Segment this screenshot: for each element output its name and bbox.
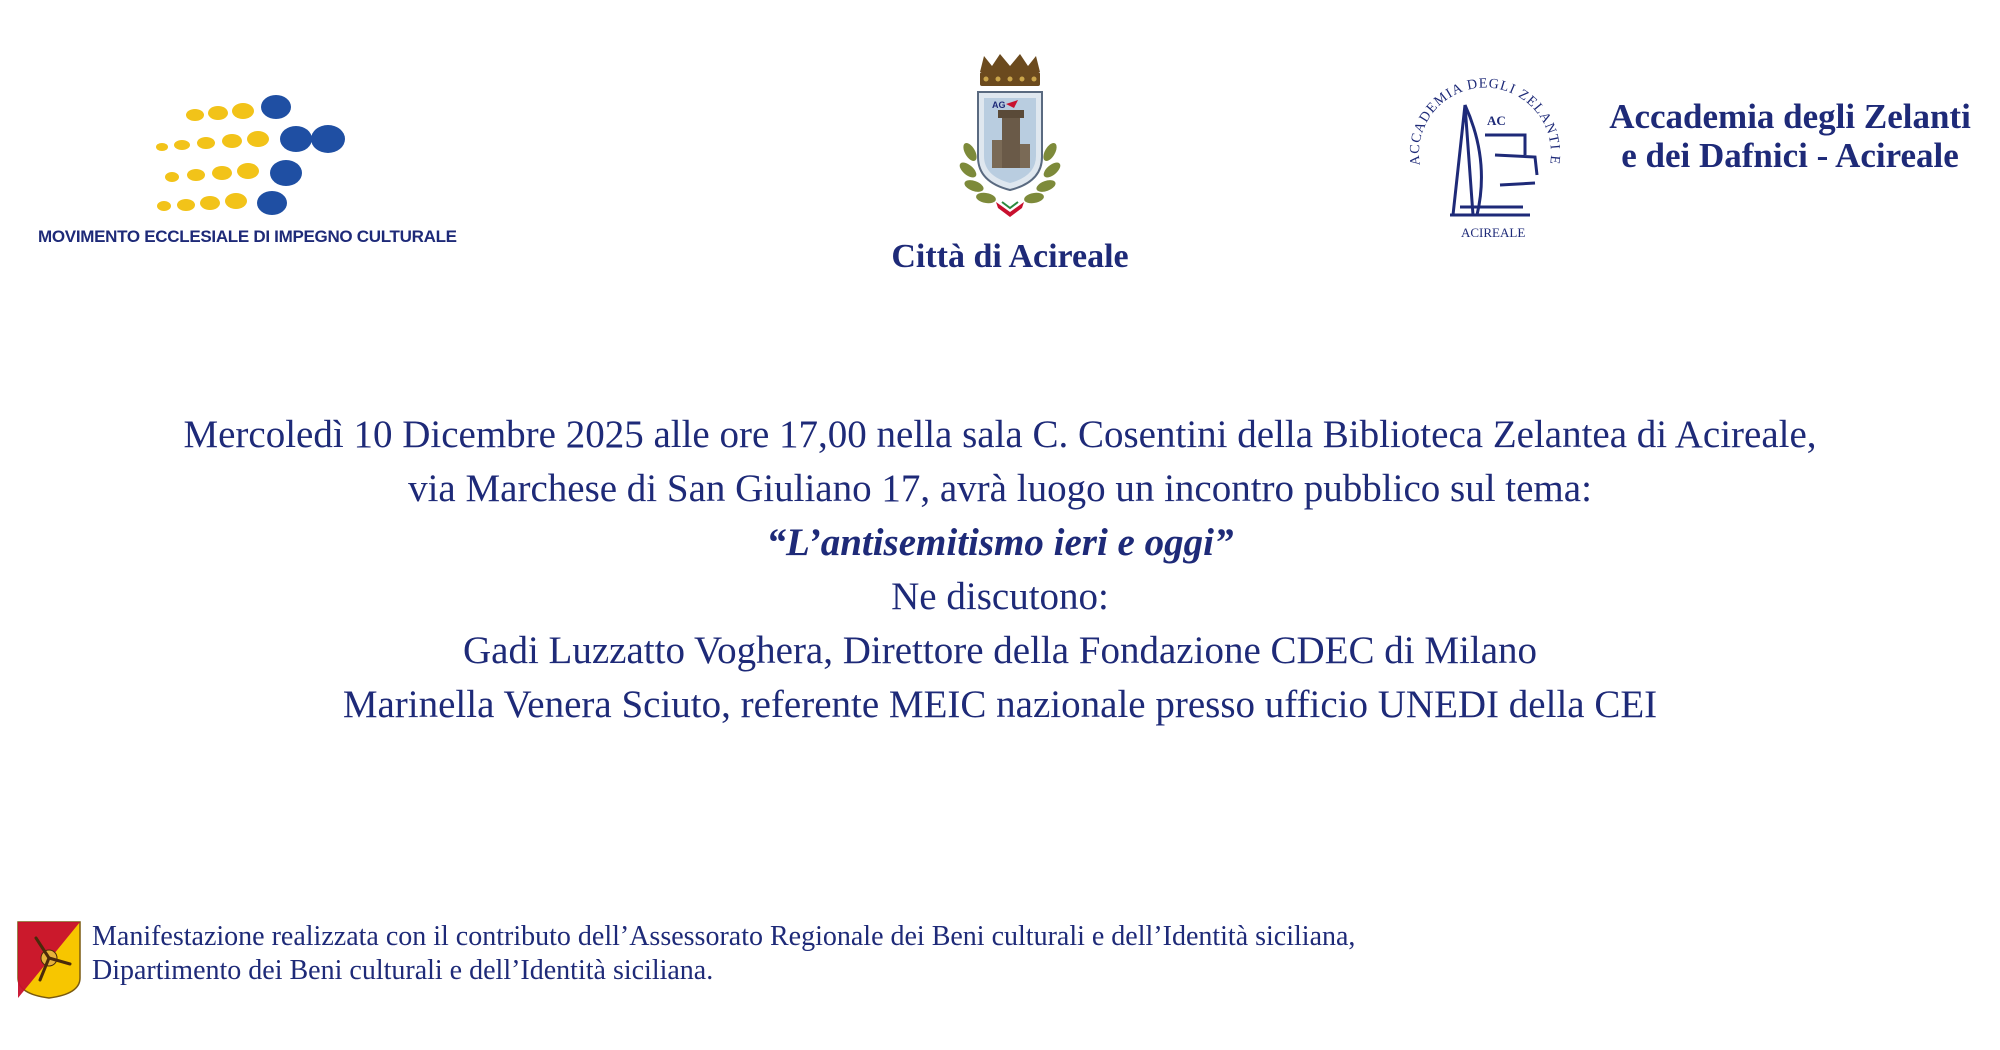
city-coat-of-arms-icon — [880, 52, 1140, 232]
academy-seal-icon — [1395, 65, 1580, 245]
academy-seal-bottom: ACIREALE — [1461, 225, 1526, 240]
meic-label: MOVIMENTO ECCLESIALE DI IMPEGNO CULTURALE — [38, 227, 457, 246]
announcement-line2: via Marchese di San Giuliano 17, avrà luogo un incontro pubblico sul tema: — [408, 467, 1592, 510]
footer-line1: Manifestazione realizzata con il contributo dell’Assessorato Regionale dei Beni culturali e dell’Identità siciliana, — [92, 921, 1356, 952]
meic-logo — [38, 95, 478, 255]
academy-seal-text: ACCADEMIA DEGLI ZELANTI E — [1407, 76, 1563, 167]
academy-logo — [1395, 65, 1995, 245]
city-name: Città di Acireale — [891, 238, 1129, 275]
speaker-2: Marinella Venera Sciuto, referente MEIC nazionale presso ufficio UNEDI della CEI — [342, 683, 1658, 726]
announcement-line1: Mercoledì 10 Dicembre 2025 alle ore 17,00 nella sala C. Cosentini della Biblioteca Zelantea di Acireale, — [183, 413, 1817, 456]
footer — [16, 920, 1716, 1010]
announcement — [0, 408, 2000, 732]
discussants-intro: Ne discutono: — [891, 575, 1109, 618]
sicily-region-emblem-icon — [16, 920, 82, 1000]
meic-dots-icon — [148, 95, 418, 220]
academy-name-line2: e dei Dafnici - Acireale — [1621, 136, 1959, 175]
shield-text: AG — [992, 100, 1006, 110]
academy-name-line1: Accademia degli Zelanti — [1609, 97, 1971, 136]
footer-text — [92, 920, 1355, 988]
academy-seal-initials: AC — [1487, 113, 1506, 128]
city-crest — [880, 52, 1140, 282]
speaker-1: Gadi Luzzatto Voghera, Direttore della Fondazione CDEC di Milano — [462, 629, 1538, 672]
academy-name — [1590, 97, 1990, 175]
event-topic: “L’antisemitismo ieri e oggi” — [766, 521, 1234, 564]
footer-line2: Dipartimento dei Beni culturali e dell’Identità siciliana. — [92, 955, 714, 986]
